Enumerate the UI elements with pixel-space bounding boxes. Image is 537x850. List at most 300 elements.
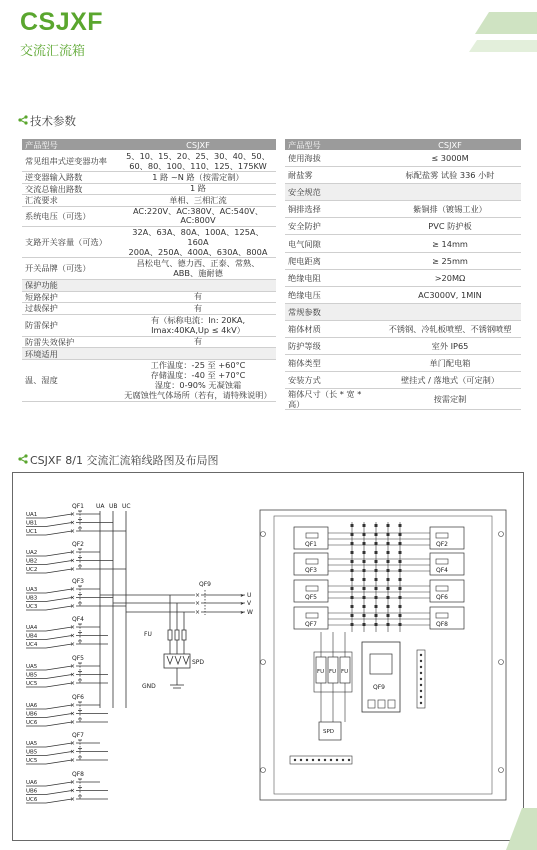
input-label: UB3 xyxy=(26,595,38,602)
row-value: 紫铜排（镀锡工业） xyxy=(379,201,521,218)
row-label: 防护等级 xyxy=(285,338,379,355)
hinge-icon xyxy=(261,768,266,773)
input-line xyxy=(46,675,72,679)
breaker-handle xyxy=(306,613,318,618)
busbar-terminal xyxy=(351,623,354,626)
share-icon xyxy=(18,454,28,467)
terminal-dot xyxy=(342,759,344,761)
spd-symbol xyxy=(167,656,173,664)
table-row xyxy=(285,235,521,252)
busbar-terminal xyxy=(399,587,402,590)
breaker-handle xyxy=(436,533,448,538)
ground-label: GND xyxy=(142,683,156,690)
busbar-terminal xyxy=(399,578,402,581)
breaker-contact: × xyxy=(70,671,76,679)
busbar-terminal xyxy=(375,596,378,599)
hinge-icon xyxy=(499,660,504,665)
fuse-label: FU xyxy=(144,631,152,638)
value-line: 200A、250A、400A、630A、800A xyxy=(128,246,268,257)
row-value xyxy=(120,172,276,184)
row-label: 支路开关容量（可选） xyxy=(22,226,120,257)
input-line xyxy=(46,683,72,687)
layout-breaker-label: QF5 xyxy=(305,594,317,601)
fuse xyxy=(182,630,186,640)
breaker-contact: × xyxy=(70,566,76,573)
layout-fuse-label: FU xyxy=(329,669,337,675)
header-cell: CSJXF xyxy=(120,139,276,150)
input-line xyxy=(46,514,72,518)
input-line xyxy=(46,666,72,670)
breaker-contact: × xyxy=(70,549,76,556)
terminal-dot xyxy=(294,759,296,761)
breaker-contact: × xyxy=(70,680,76,687)
value-line: 有（标称电流：In: 20KA, xyxy=(150,315,246,326)
table-row xyxy=(285,201,521,218)
row-label: 温、湿度 xyxy=(22,359,120,401)
row-value: 壁挂式 / 落地式（可定制） xyxy=(379,372,521,389)
value-line: 1 路 xyxy=(190,183,206,194)
row-value: 标配盐雾 试验 336 小时 xyxy=(379,167,521,184)
breaker-contact: × xyxy=(70,740,76,747)
input-line xyxy=(46,644,72,648)
busbar-terminal xyxy=(399,569,402,572)
layout-fuse-label: FU xyxy=(317,669,325,675)
busbar-terminal xyxy=(351,578,354,581)
input-label: UA4 xyxy=(26,625,38,631)
table-row xyxy=(22,314,276,336)
input-label: UC6 xyxy=(26,720,38,726)
row-value: ≥ 14mm xyxy=(379,235,521,252)
value-line: 有 xyxy=(193,302,203,313)
busbar-terminal xyxy=(375,587,378,590)
terminal-dot xyxy=(306,759,308,761)
value-line: 湿度：0-90% 无凝蚀霜 xyxy=(154,380,242,391)
terminal-dot xyxy=(420,690,422,692)
table-row xyxy=(285,218,521,235)
input-line xyxy=(46,569,72,573)
row-label: 铜排选择 xyxy=(285,201,379,218)
terminal-dot xyxy=(420,654,422,656)
busbar-terminal xyxy=(387,551,390,554)
row-label: 绝缘电压 xyxy=(285,286,379,303)
busbar-terminal xyxy=(399,560,402,563)
table-row xyxy=(285,338,521,355)
arrow-icon: ➤ xyxy=(240,601,245,607)
row-value xyxy=(120,257,276,279)
spec-table-left xyxy=(22,139,276,402)
table-row xyxy=(22,183,276,195)
input-line xyxy=(46,743,72,747)
terminal-dot xyxy=(420,672,422,674)
input-line xyxy=(46,752,72,756)
row-value xyxy=(120,359,276,401)
busbar-terminal xyxy=(363,605,366,608)
wiring-diagram xyxy=(12,472,524,842)
row-value xyxy=(120,195,276,207)
breaker-label: QF2 xyxy=(72,541,84,548)
row-label: 常见组串式逆变器功率 xyxy=(22,150,120,172)
terminal xyxy=(378,700,385,708)
busbar-terminal xyxy=(375,560,378,563)
decorative-stripes xyxy=(467,12,537,52)
table-row xyxy=(285,303,521,320)
row-value: AC3000V, 1MIN xyxy=(379,286,521,303)
busbar-terminal xyxy=(399,596,402,599)
terminal xyxy=(368,700,375,708)
row-value: 按需定制 xyxy=(379,389,521,410)
breaker-contact: × xyxy=(70,757,76,764)
terminal-dot xyxy=(420,678,422,680)
layout-main-label: QF9 xyxy=(373,684,385,691)
busbar-terminal xyxy=(351,596,354,599)
row-value: 不锈钢、冷轧板喷塑、不锈钢喷塑 xyxy=(379,320,521,337)
row-label: 短路保护 xyxy=(22,291,120,303)
input-line xyxy=(46,606,72,610)
row-label: 交流总输出路数 xyxy=(22,183,120,195)
breaker-contact: × xyxy=(70,603,76,610)
row-label: 防雷保护 xyxy=(22,314,120,336)
output-label: W xyxy=(247,609,253,616)
busbar-terminal xyxy=(399,623,402,626)
terminal-dot xyxy=(324,759,326,761)
table-header xyxy=(285,139,521,150)
value-line: ABB、施耐德 xyxy=(173,268,223,279)
output-label: V xyxy=(247,600,252,607)
busbar-terminal xyxy=(351,605,354,608)
bus-label: UA xyxy=(96,503,105,510)
layout-spd-label: SPD xyxy=(323,729,335,735)
row-value xyxy=(120,303,276,315)
table-row xyxy=(22,359,276,401)
terminal-dot xyxy=(336,759,338,761)
busbar-terminal xyxy=(399,542,402,545)
input-label: UB2 xyxy=(26,558,38,565)
breaker-contact: × xyxy=(70,787,76,795)
busbar-terminal xyxy=(387,605,390,608)
terminal-dot xyxy=(318,759,320,761)
row-value xyxy=(120,336,276,348)
breaker-contact: × xyxy=(70,586,76,593)
busbar-terminal xyxy=(387,560,390,563)
breaker-handle xyxy=(306,586,318,591)
busbar-terminal xyxy=(387,524,390,527)
row-value xyxy=(120,206,276,226)
breaker-contact: × xyxy=(70,624,76,631)
busbar-terminal xyxy=(363,578,366,581)
busbar-terminal xyxy=(375,524,378,527)
page-title: CSJXF xyxy=(20,8,104,36)
table-row xyxy=(22,172,276,184)
breaker-contact: × xyxy=(195,609,201,616)
table-row xyxy=(285,167,521,184)
value-line: 5、10、15、20、25、30、40、50、 xyxy=(126,150,270,161)
busbar-terminal xyxy=(363,614,366,617)
breaker-contact: × xyxy=(70,511,76,518)
input-label: UC4 xyxy=(26,642,38,648)
input-label: UA3 xyxy=(26,587,38,593)
row-value: ≥ 25mm xyxy=(379,252,521,269)
page-subtitle: 交流汇流箱 xyxy=(20,44,86,59)
busbar-terminal xyxy=(375,533,378,536)
busbar-terminal xyxy=(375,542,378,545)
breaker-contact: × xyxy=(70,632,76,640)
header-cell: 产品型号 xyxy=(22,139,120,150)
layout-breaker-label: QF4 xyxy=(436,567,448,574)
input-label: UA5 xyxy=(26,664,38,670)
busbar-terminal xyxy=(375,569,378,572)
busbar-terminal xyxy=(363,542,366,545)
row-label: 安装方式 xyxy=(285,372,379,389)
table-row xyxy=(22,206,276,226)
input-label: UB5 xyxy=(26,672,38,679)
input-line xyxy=(46,561,72,565)
busbar-terminal xyxy=(363,569,366,572)
breaker-contact: × xyxy=(70,796,76,803)
table-row xyxy=(22,291,276,303)
table-row xyxy=(22,279,276,291)
breaker-contact: × xyxy=(70,528,76,535)
breaker-contact: × xyxy=(195,592,201,599)
breaker-contact: × xyxy=(70,663,76,670)
table-row xyxy=(285,269,521,286)
breaker-label: QF1 xyxy=(72,503,84,510)
row-label: 过载保护 xyxy=(22,303,120,315)
busbar-terminal xyxy=(375,614,378,617)
row-value xyxy=(120,226,276,257)
input-label: UB1 xyxy=(26,520,38,527)
breaker-label: QF6 xyxy=(72,694,84,701)
breaker-handle xyxy=(306,533,318,538)
input-label: UC1 xyxy=(26,529,38,535)
row-value: ≤ 3000M xyxy=(379,150,521,167)
header-cell: CSJXF xyxy=(379,139,521,150)
main-breaker-handle xyxy=(370,654,392,674)
hinge-icon xyxy=(499,768,504,773)
input-label: UA6 xyxy=(26,780,38,786)
table-row xyxy=(22,226,276,257)
diagram-frame xyxy=(13,473,524,841)
table-row xyxy=(285,150,521,167)
spd-symbol xyxy=(183,656,189,664)
busbar-terminal xyxy=(375,551,378,554)
input-label: UB5 xyxy=(26,749,38,756)
decorative-corner xyxy=(498,808,537,850)
table-row xyxy=(22,303,276,315)
hinge-icon xyxy=(261,532,266,537)
table-row xyxy=(22,195,276,207)
breaker-handle xyxy=(306,559,318,564)
value-line: 60、80、100、110、125、175KW xyxy=(129,160,267,171)
busbar-terminal xyxy=(375,578,378,581)
input-line xyxy=(46,722,72,726)
row-label: 常规参数 xyxy=(285,303,379,320)
table-row xyxy=(22,336,276,348)
hinge-icon xyxy=(499,532,504,537)
row-value xyxy=(120,291,276,303)
spd-symbol xyxy=(175,656,181,664)
table-row xyxy=(22,348,276,360)
input-label: UC3 xyxy=(26,604,38,610)
terminal-dot xyxy=(420,684,422,686)
breaker-label: QF4 xyxy=(72,616,84,623)
input-line xyxy=(46,598,72,602)
output-label: U xyxy=(247,592,252,599)
busbar-terminal xyxy=(363,533,366,536)
breaker-contact: × xyxy=(70,748,76,756)
input-line xyxy=(46,523,72,527)
busbar-terminal xyxy=(351,614,354,617)
row-label: 爬电距离 xyxy=(285,252,379,269)
cabinet-frame xyxy=(260,510,506,800)
layout-breaker-label: QF3 xyxy=(305,567,317,574)
terminal-dot xyxy=(420,696,422,698)
arrow-icon: ➤ xyxy=(240,593,245,599)
header-cell: 产品型号 xyxy=(285,139,379,150)
table-row xyxy=(285,389,521,410)
input-label: UA2 xyxy=(26,550,38,556)
busbar-terminal xyxy=(387,542,390,545)
bus-label: UB xyxy=(109,503,118,510)
busbar-terminal xyxy=(399,614,402,617)
layout-breaker-label: QF6 xyxy=(436,594,448,601)
input-line xyxy=(46,531,72,535)
row-label: 开关品牌（可选） xyxy=(22,257,120,279)
busbar-terminal xyxy=(351,542,354,545)
input-line xyxy=(46,636,72,640)
input-label: UB6 xyxy=(26,788,38,795)
breaker-contact: × xyxy=(195,600,201,607)
busbar-terminal xyxy=(363,551,366,554)
breaker-label: QF3 xyxy=(72,578,84,585)
busbar-terminal xyxy=(375,623,378,626)
fuse xyxy=(168,630,172,640)
busbar-terminal xyxy=(351,569,354,572)
value-line: Imax:40KA,Up ≤ 4kV） xyxy=(151,325,245,336)
input-line xyxy=(46,705,72,709)
terminal-dot xyxy=(420,666,422,668)
breaker-contact: × xyxy=(70,594,76,602)
busbar-terminal xyxy=(387,596,390,599)
terminal xyxy=(388,700,395,708)
input-line xyxy=(46,791,72,795)
breaker-contact: × xyxy=(70,702,76,709)
value-line: 无腐蚀性气体场所（若有，请特殊说明） xyxy=(124,390,272,401)
breaker-label: QF5 xyxy=(72,655,84,662)
row-label: 安全防护 xyxy=(285,218,379,235)
input-line xyxy=(46,714,72,718)
input-label: UA1 xyxy=(26,512,38,518)
table-row xyxy=(285,320,521,337)
row-value: 室外 IP65 xyxy=(379,338,521,355)
value-line: 昌松电气、德力西、正泰、常熟、 xyxy=(136,258,260,269)
input-line xyxy=(46,799,72,803)
busbar-terminal xyxy=(399,605,402,608)
value-line: 有 xyxy=(193,336,203,347)
row-value xyxy=(120,183,276,195)
input-line xyxy=(46,627,72,631)
busbar-terminal xyxy=(387,623,390,626)
row-value xyxy=(120,314,276,336)
terminal-dot xyxy=(420,660,422,662)
breaker-handle xyxy=(436,559,448,564)
fuse xyxy=(175,630,179,640)
layout-breaker-label: QF1 xyxy=(305,541,317,548)
busbar-terminal xyxy=(351,560,354,563)
busbar-terminal xyxy=(351,533,354,536)
row-value xyxy=(120,279,276,291)
busbar-terminal xyxy=(387,587,390,590)
row-label: 环境适用 xyxy=(22,348,120,360)
spd-label: SPD xyxy=(192,659,205,666)
table-row xyxy=(285,252,521,269)
busbar-terminal xyxy=(351,587,354,590)
value-line: 32A、63A、80A、100A、125A、160A xyxy=(132,226,264,247)
terminal-dot xyxy=(300,759,302,761)
row-label: 绝缘电阻 xyxy=(285,269,379,286)
terminal-dot xyxy=(330,759,332,761)
hinge-icon xyxy=(261,660,266,665)
breaker-contact: × xyxy=(70,519,76,527)
breaker-label: QF8 xyxy=(72,771,84,778)
busbar-terminal xyxy=(387,569,390,572)
row-label: 安全规范 xyxy=(285,184,379,201)
input-line xyxy=(46,552,72,556)
value-line: 工作温度：-25 至 +60°C xyxy=(150,360,246,371)
input-label: UC6 xyxy=(26,797,38,803)
bus-label: UC xyxy=(122,503,131,510)
busbar-terminal xyxy=(387,614,390,617)
busbar-terminal xyxy=(363,524,366,527)
row-label: 箱体材质 xyxy=(285,320,379,337)
input-label: UB6 xyxy=(26,711,38,718)
row-label: 逆变器输入路数 xyxy=(22,172,120,184)
value-line: 有 xyxy=(193,291,203,302)
input-label: UA6 xyxy=(26,703,38,709)
input-label: UC5 xyxy=(26,758,38,764)
busbar-terminal xyxy=(363,587,366,590)
input-label: UC5 xyxy=(26,681,38,687)
busbar-terminal xyxy=(387,533,390,536)
table-row xyxy=(285,286,521,303)
row-label: 电气间隙 xyxy=(285,235,379,252)
layout-fuse-label: FU xyxy=(341,669,349,675)
busbar-terminal xyxy=(351,551,354,554)
row-value xyxy=(120,150,276,172)
busbar-terminal xyxy=(399,524,402,527)
busbar-terminal xyxy=(375,605,378,608)
input-label: UC2 xyxy=(26,567,38,573)
layout-breaker-label: QF8 xyxy=(436,621,448,628)
row-label: 汇流要求 xyxy=(22,195,120,207)
row-label: 使用海拔 xyxy=(285,150,379,167)
breaker-label: QF7 xyxy=(72,732,84,739)
spec-table-right xyxy=(285,139,521,410)
table-row xyxy=(285,184,521,201)
section-specs: 技术参数 xyxy=(18,113,76,129)
busbar-terminal xyxy=(363,560,366,563)
breaker-handle xyxy=(436,586,448,591)
busbar-terminal xyxy=(363,596,366,599)
row-value xyxy=(120,348,276,360)
row-label: 防雷失效保护 xyxy=(22,336,120,348)
breaker-contact: × xyxy=(70,719,76,726)
cabinet-inner xyxy=(274,516,492,794)
busbar-terminal xyxy=(363,623,366,626)
breaker-contact: × xyxy=(70,779,76,786)
terminal-dot xyxy=(312,759,314,761)
input-label: UB4 xyxy=(26,633,38,640)
row-value xyxy=(379,184,521,201)
